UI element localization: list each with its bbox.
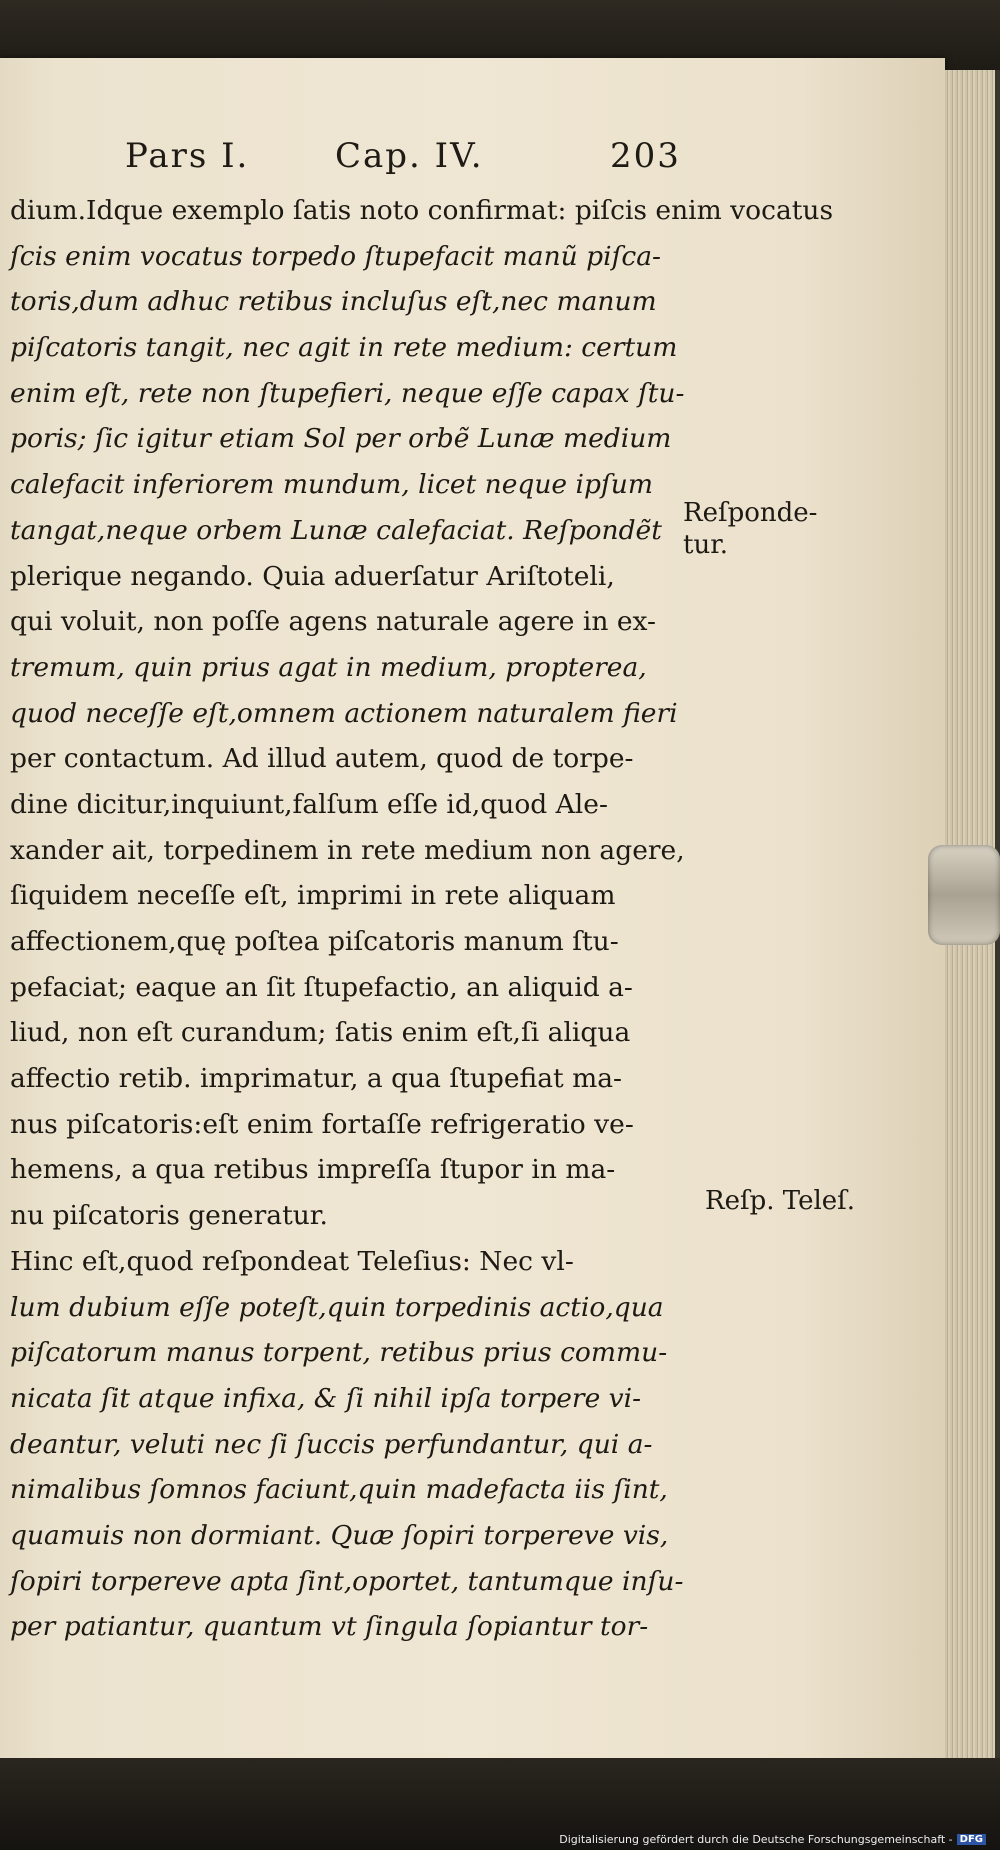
dfg-logo: DFG	[957, 1834, 986, 1845]
text-line: tremum, quin prius agat in medium, propterea,	[10, 651, 647, 683]
text-line: Hinc eſt,quod reſpondeat Teleſius: Nec vl-	[10, 1245, 574, 1277]
text-line: nus piſcatoris:eſt enim fortaſſe refrigeratio ve-	[10, 1108, 634, 1140]
margin-note-line: Reſponde-	[683, 498, 818, 528]
text-line: plerique negando. Quia aduerſatur Ariſtoteli,	[10, 560, 615, 592]
text-line: affectionem,quę poſtea piſcatoris manum ſtu-	[10, 926, 619, 957]
header-part: Pars I.	[125, 136, 250, 176]
text-line: pefaciat; eaque an ſit ſtupefactio, an aliquid a-	[10, 971, 633, 1003]
running-header	[125, 136, 695, 186]
text-line: xander ait, torpedinem in rete medium non agere,	[10, 834, 685, 866]
text-line: deantur, veluti nec ſi ſuccis perfundantur, qui a-	[10, 1428, 653, 1460]
page-number: 203	[610, 136, 681, 176]
text-line: per contactum. Ad illud autem, quod de torpe-	[10, 743, 634, 775]
text-line: ſiquidem neceſſe eſt, imprimi in rete aliquam	[10, 880, 616, 912]
margin-note-resp-teles: Reſp. Teleſ.	[705, 1186, 856, 1216]
digitization-footer	[559, 1833, 986, 1846]
text-line: liud, non eſt curandum; ſatis enim eſt,ſi aliqua	[10, 1017, 631, 1049]
text-line: quod neceſſe eſt,omnem actionem naturalem fieri	[10, 697, 678, 729]
text-line: calefacit inferiorem mundum, licet neque ipſum	[10, 469, 653, 501]
text-line: piſcatoris tangit, nec agit in rete medium: certum	[10, 332, 678, 364]
text-line: ſcis enim vocatus torpedo ſtupefacit manũ piſca-	[10, 240, 661, 272]
text-line: qui voluit, non poſſe agens naturale agere in ex-	[10, 606, 656, 638]
footer-text: Digitalisierung gefördert durch die Deutsche Forschungsgemeinschaft -	[559, 1833, 953, 1846]
text-line: tangat,neque orbem Lunæ calefaciat. Reſpondẽt	[10, 514, 662, 546]
text-line: hemens, a qua retibus impreſſa ſtupor in ma-	[10, 1154, 616, 1186]
text-line: nimalibus ſomnos faciunt,quin madefacta iis ſint,	[10, 1474, 668, 1506]
text-line: lum dubium eſſe poteſt,quin torpedinis actio,qua	[10, 1291, 664, 1323]
text-line: piſcatorum manus torpent, retibus prius commu-	[10, 1337, 668, 1369]
margin-note-respondetur	[683, 497, 817, 561]
book-clasp	[928, 845, 1000, 945]
text-line: nicata ſit atque infixa, & ſi nihil ipſa torpere vi-	[10, 1382, 642, 1414]
text-line: toris,dum adhuc retibus incluſus eſt,nec manum	[10, 286, 657, 318]
text-line: poris; ſic igitur etiam Sol per orbẽ Lunæ medium	[10, 423, 672, 455]
text-line: dine dicitur,inquiunt,falſum eſſe id,quod Ale-	[10, 788, 608, 820]
text-line: nu piſcatoris generatur.	[10, 1200, 328, 1232]
margin-note-line: tur.	[683, 530, 729, 560]
text-line: dium.Idque exemplo ſatis noto confirmat: piſcis enim vocatus	[10, 195, 834, 226]
text-line: ſopiri torpereve apta ſint,oportet, tantumque inſu-	[10, 1565, 684, 1597]
header-chapter: Cap. IV.	[335, 136, 484, 176]
text-line: enim eſt, rete non ſtupefieri, neque eſſe capax ſtu-	[10, 377, 685, 409]
text-line: per patiantur, quantum vt ſingula ſopiantur tor-	[10, 1611, 649, 1643]
text-line: affectio retib. imprimatur, a qua ſtupefiat ma-	[10, 1063, 622, 1095]
text-line: quamuis non dormiant. Quæ ſopiri torpereve vis,	[10, 1519, 669, 1551]
